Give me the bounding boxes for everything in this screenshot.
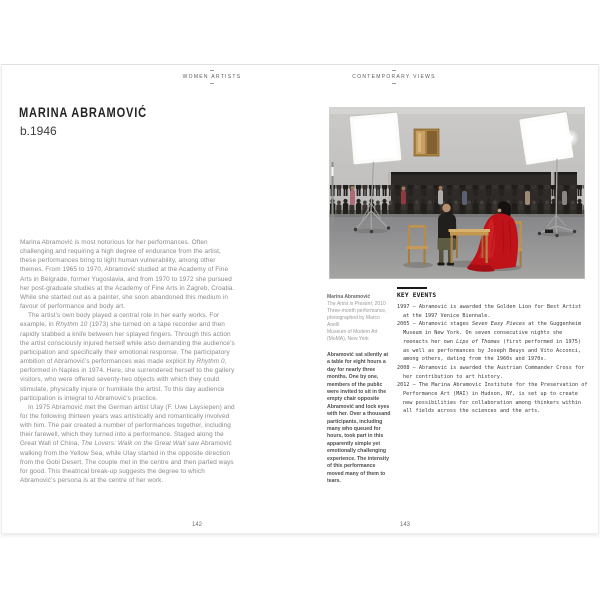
stand-weight bbox=[545, 230, 553, 234]
ornament-tick bbox=[392, 83, 396, 84]
article-body bbox=[20, 238, 236, 485]
caption-museum: Museum of Modern Art (MoMA), New York bbox=[327, 329, 378, 342]
book-spread bbox=[1, 64, 599, 534]
key-events-section bbox=[397, 287, 590, 416]
artist-birth-year: b.1946 bbox=[20, 124, 57, 138]
edge-light-stand bbox=[332, 162, 334, 227]
article-paragraph: In 1975 Abramović met the German artist Ulay (F. Uwe Laysiepen) and for the following thirteen years was artistically and romantically involved with him. The pair created a number of performances together, including their farewell, which they turned into a performance. Staged along the Great Wall of China, The Lovers: Walk on the Great Wall saw Abramović walking from the Yellow Sea, while Ulay started in the opposite direction from the Gobi Desert. The couple met in the centre and then parted ways for good. This theatrical break-up suggests the degree to which Abramović’s persona is at the centre of her work. bbox=[20, 403, 235, 485]
running-head-right-label: CONTEMPORARY VIEWS bbox=[352, 74, 436, 80]
caption-artist-name: Marina Abramović bbox=[327, 294, 371, 300]
article-paragraph: The artist’s own body played a central role in her early works. For example, in Rhythm 10 (1973) she turned on a tape recorder and then rapidly stabbed a knife between her splayed fingers. Through this action the artist consciously injured herself while also demanding the audience’s participation and specifically their emotional response. The participatory ambition of Abramović’s performances was made explicit by Rhythm 0, performed in Naples in 1974. Here, she surrendered herself to the gallery visitors, who were offered seventy-two objects with which they could stimulate, physically injure or humiliate the artist. To this day audience participation is integral to Abramović’s practice. bbox=[20, 312, 235, 402]
caption-details: Three-month performance, photographed by Marco Anelli bbox=[327, 308, 387, 328]
wall-painting bbox=[414, 129, 439, 156]
page-number-left: 142 bbox=[191, 522, 202, 528]
performance-photo bbox=[329, 107, 585, 279]
running-head-right bbox=[324, 70, 464, 84]
ornament-tick bbox=[210, 83, 214, 84]
key-events-heading: KEY EVENTS bbox=[397, 292, 437, 299]
caption-work-title: The Artist is Present, 2010 bbox=[327, 301, 386, 307]
caption-description: Abramović sat silently at a table for eight hours a day for nearly three months. One by one, members of the public were invited to sit in the empty chair opposite Abramović and lock eyes with her. Over a thousand participants, including many who queued for hours, took part in this apparently simple yet emotionally challenging experience. The intensity of this performance moved many of them to tears. bbox=[327, 352, 391, 484]
article-paragraph: Marina Abramović is most notorious for her performances. Often challenging and requiring a high degree of endurance from the artist, these performances bring to light human vulnerability, among other themes. From 1965 to 1970, Abramović studied at the Academy of Fine Arts in Belgrade, former Yugoslavia, and from 1970 to 1972 she pursued her post-graduate studies at the Academy of Fine Arts in Zagreb, Croatia. While she started out as a painter, she soon abandoned this medium in favour of performance and body art. bbox=[20, 239, 235, 311]
key-event-item: 2012 – The Marina Abramovic Institute for the Preservation of Performance Art (MAI) in Hudson, NY, is set up to create new possibilities for collaboration among thinkers within all fields across the sciences and the arts. bbox=[397, 382, 588, 415]
ornament-tick bbox=[392, 70, 396, 71]
ornament-tick bbox=[210, 70, 214, 71]
photo-caption bbox=[327, 294, 391, 485]
running-head-left-label: WOMEN ARTISTS bbox=[182, 74, 242, 80]
artist-name-title: MARINA ABRAMOVIĆ bbox=[19, 105, 147, 120]
running-head-left bbox=[142, 70, 282, 84]
key-event-item: 1997 – Abramović is awarded the Golden Lion for Best Artist at the 1997 Venice Biennale. bbox=[397, 304, 582, 319]
key-event-item: 2005 – Abramović stages Seven Easy Pieces at the Guggenheim Museum in New York. On seven consecutive nights she reenacts her own Lips of Thomas (first performed in 1975) as well as performances by Joseph Beuys and Vito Acconci, among others, dating from the 1960s and 1970s. bbox=[397, 321, 582, 363]
key-events-rule bbox=[397, 287, 427, 289]
key-event-item: 2008 – Abramović is awarded the Austrian Commander Cross for her contribution to art history. bbox=[397, 364, 585, 380]
page-number-right: 143 bbox=[399, 522, 410, 528]
